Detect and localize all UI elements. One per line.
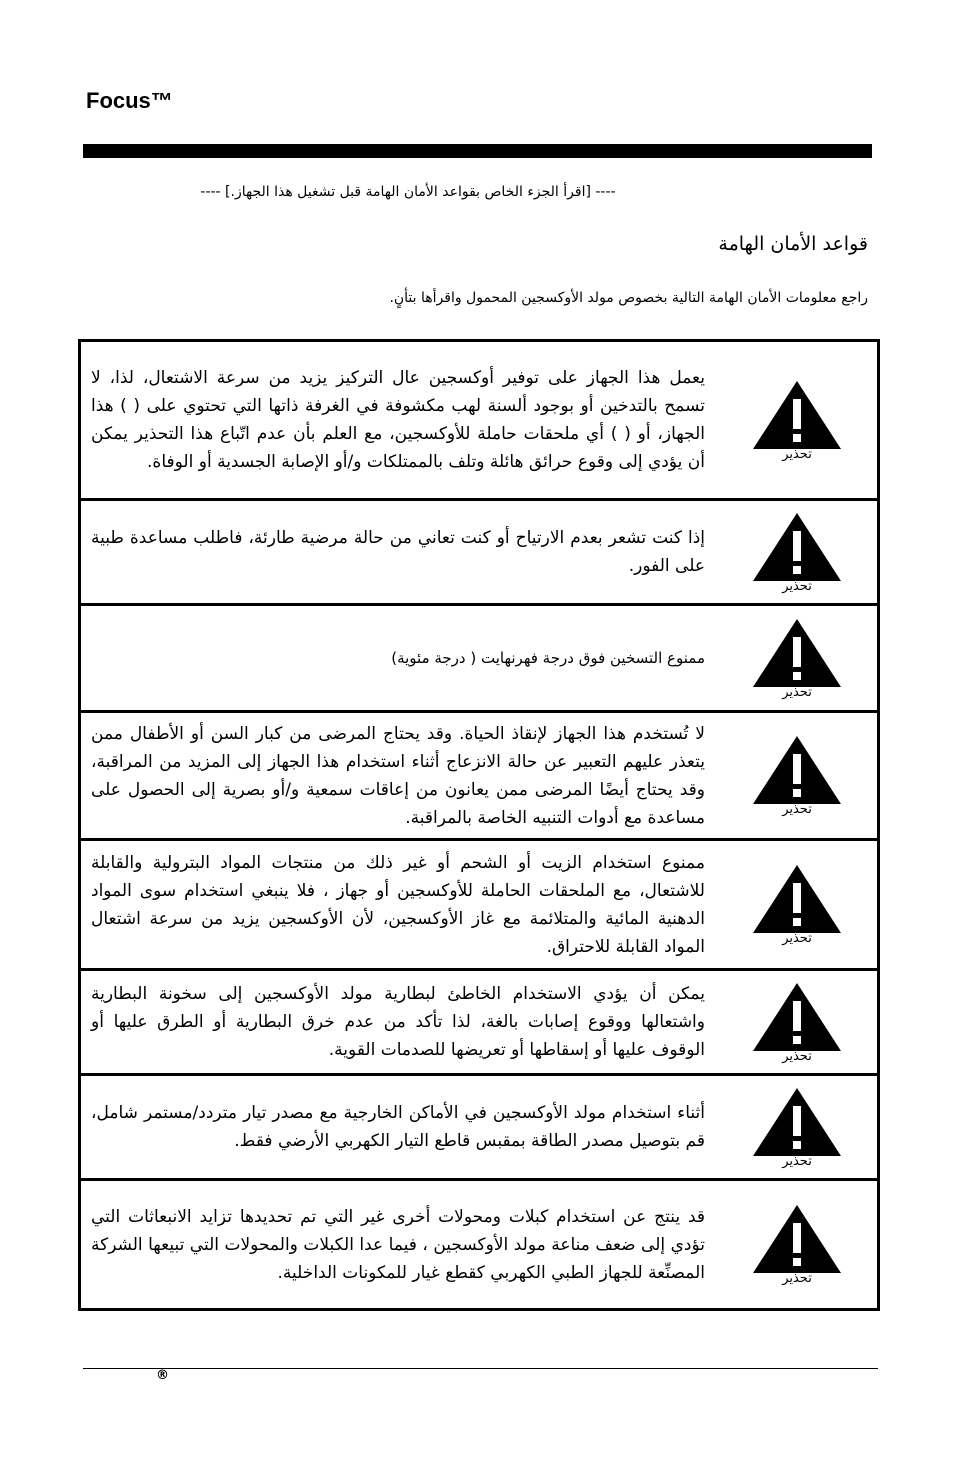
registered-mark: ® xyxy=(156,1368,169,1383)
warning-triangle-icon xyxy=(751,379,843,451)
warning-text: إذا كنت تشعر بعدم الارتياح أو كنت تعاني من حالة مرضية طارئة، فاطلب مساعدة طبية على الفور. xyxy=(91,528,705,576)
warning-icon-cell xyxy=(717,1181,877,1308)
warning-label: تحذير xyxy=(782,1048,812,1064)
warning-text: ممنوع التسخين فوق درجة فهرنهايت ( درجة مئوية) xyxy=(391,649,705,667)
warning-label: تحذير xyxy=(782,684,812,700)
warning-row xyxy=(81,1073,877,1178)
page-header-title: Focus™ xyxy=(86,88,173,113)
warning-triangle-icon xyxy=(751,981,843,1053)
warning-icon-cell xyxy=(717,841,877,968)
warning-triangle-icon xyxy=(751,1086,843,1158)
warning-text: لا تُستخدم هذا الجهاز لإنقاذ الحياة. وقد يحتاج المرضى من كبار السن أو الأطفال ممن يتعذر عليهم التعبير عن حالة الانزعاج أثناء استخدام هذا الجهاز إلى المزيد من المراقبة، وقد يحتاج أيضًا المرضى ممن يعانون من إعاقات سمعية و/أو بصرية إلى الحصول على مساعدة مع أدوات التنبيه الخاصة بالمراقبة. xyxy=(91,723,705,828)
warning-row xyxy=(81,838,877,968)
intro-paragraph: راجع معلومات الأمان الهامة التالية بخصوص مولد الأوكسجين المحمول واقرأها بتأنٍ. xyxy=(389,290,868,306)
warnings-table xyxy=(78,339,880,1311)
warning-text: ممنوع استخدام الزيت أو الشحم أو غير ذلك من منتجات المواد البترولية والقابلة للاشتعال، مع الملحقات الحاملة للأوكسجين أو جهاز ، فلا ينبغي استخدام سوى المواد الدهنية المائية والمتلائمة مع غاز الأوكسجين، لأن الأوكسجين يزيد من سرعة اشتعال المواد القابلة للاحتراق. xyxy=(91,852,705,957)
footer-rule xyxy=(83,1368,878,1369)
section-title: قواعد الأمان الهامة xyxy=(718,233,868,255)
warning-row xyxy=(81,342,877,498)
warning-label: تحذير xyxy=(782,446,812,462)
warning-label: تحذير xyxy=(782,1271,812,1286)
warning-triangle-icon xyxy=(751,617,843,689)
warning-text: يعمل هذا الجهاز على توفير أوكسجين عال التركيز يزيد من سرعة الاشتعال، لذا، لا تسمح بالتدخين أو بوجود ألسنة لهب مكشوفة في الغرفة ذاتها التي تحتوي على ( ) هذا الجهاز، أو ( ) أي ملحقات حاملة للأوكسجين، مع العلم بأن عدم اتّباع هذا التحذير يمكن أن يؤدي إلى وقوع حرائق هائلة وتلف بالممتلكات و/أو الإصابة الجسدية أو الوفاة. xyxy=(91,368,705,472)
warning-row xyxy=(81,968,877,1073)
warning-row xyxy=(81,1178,877,1308)
warning-label: تحذير xyxy=(782,1153,812,1169)
read-safety-note: ---- [اقرأ الجزء الخاص بقواعد الأمان الهامة قبل تشغيل هذا الجهاز.] ---- xyxy=(200,184,616,200)
warning-icon-cell xyxy=(717,606,877,710)
warning-icon-cell xyxy=(717,971,877,1073)
warning-row xyxy=(81,710,877,838)
warning-triangle-icon xyxy=(751,1203,843,1275)
warning-row xyxy=(81,498,877,603)
warning-icon-cell xyxy=(717,1076,877,1178)
warning-icon-cell xyxy=(717,713,877,838)
warning-triangle-icon xyxy=(751,863,843,935)
warning-triangle-icon xyxy=(751,734,843,806)
warning-label: تحذير xyxy=(782,578,812,594)
warning-icon-cell xyxy=(717,342,877,498)
warning-text: قد ينتج عن استخدام كبلات ومحولات أخرى غير التي تم تحديدها تزايد الانبعاثات التي تؤدي إلى ضعف مناعة مولد الأوكسجين ، فيما عدا الكبلات والمحولات التي تبيعها الشركة المصنِّعة للجهاز الطبي الكهربي كقطع غيار للمكونات الداخلية. xyxy=(91,1206,705,1283)
header-rule xyxy=(83,144,872,158)
warning-label: تحذير xyxy=(782,931,812,946)
warning-label: تحذير xyxy=(782,802,812,817)
warning-row xyxy=(81,603,877,710)
warning-text: يمكن أن يؤدي الاستخدام الخاطئ لبطارية مولد الأوكسجين إلى سخونة البطارية واشتعالها ووقوع إصابات بالغة، لذا تأكد من عدم خرق البطارية أو الطرق عليها أو الوقوف عليها أو إسقاطها أو تعريضها للصدمات القوية. xyxy=(91,984,705,1060)
warning-text: أثناء استخدام مولد الأوكسجين في الأماكن الخارجية مع مصدر تيار متردد/مستمر شامل، قم بتوصيل مصدر الطاقة بمقبس قاطع التيار الكهربي الأرضي فقط. xyxy=(91,1103,705,1151)
warning-icon-cell xyxy=(717,501,877,603)
warning-triangle-icon xyxy=(751,511,843,583)
